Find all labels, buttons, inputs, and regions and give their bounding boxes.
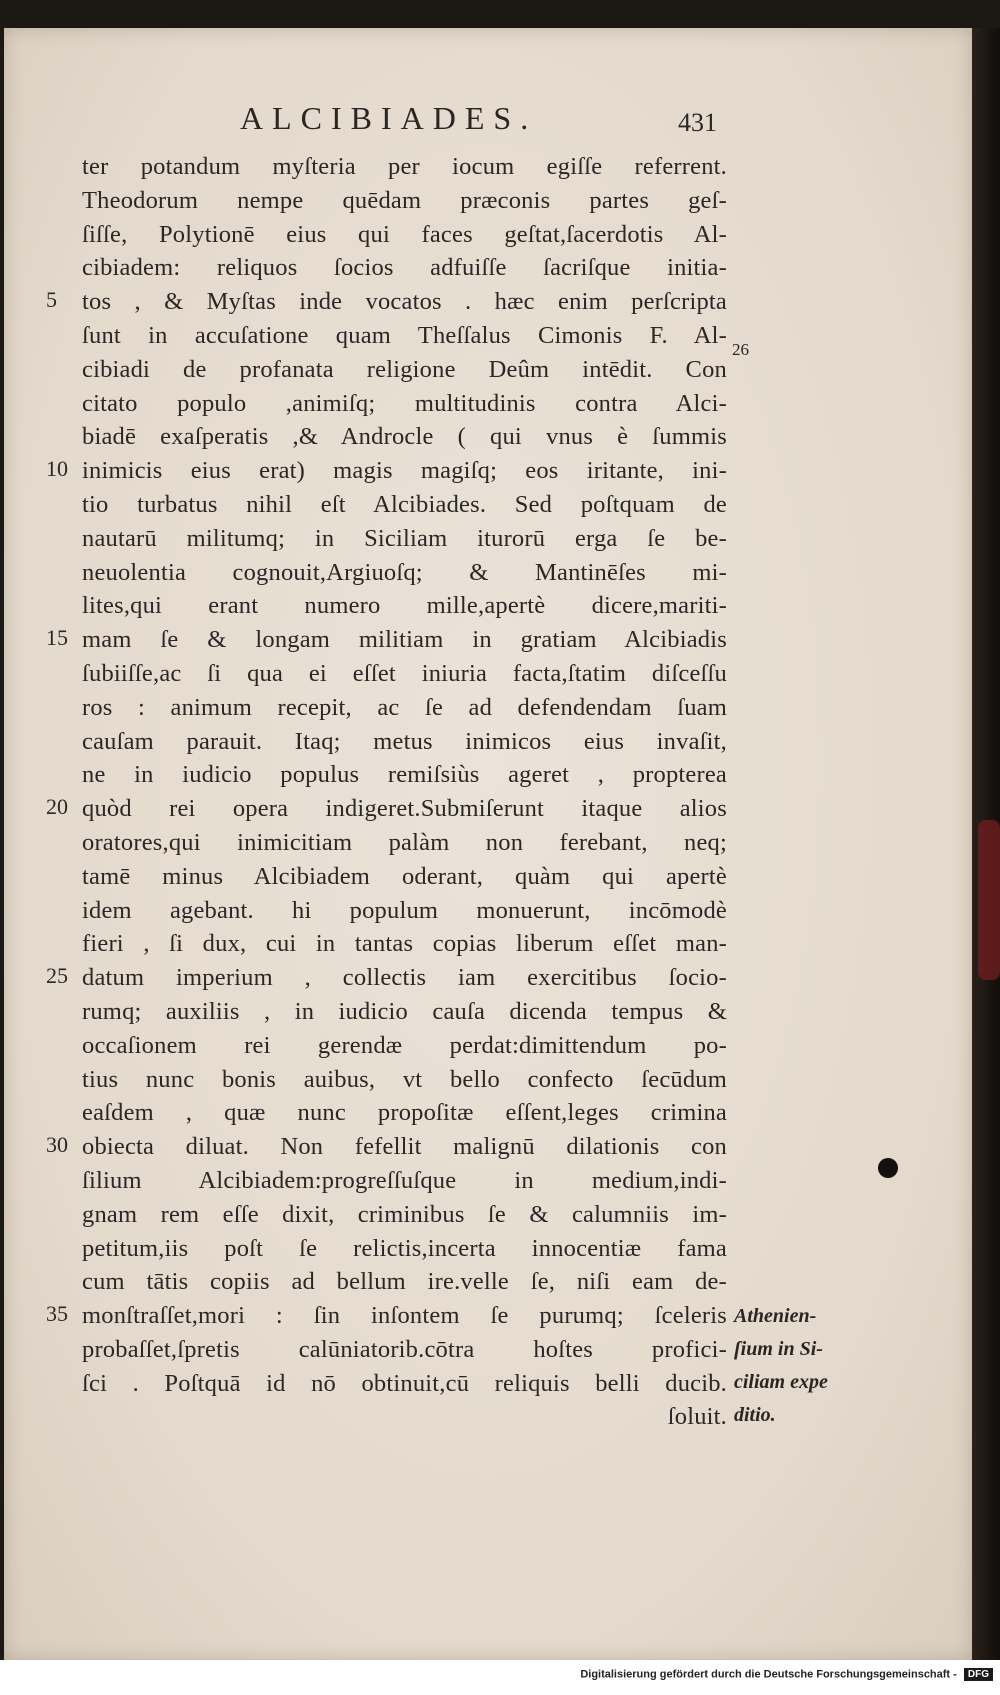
marginal-note: [734, 1300, 874, 1432]
text-line: tamē minus Alcibiadem oderant, quàm qui apertè: [82, 862, 727, 890]
text-line: lites,qui erant numero mille,apertè dicere,mariti-: [82, 592, 727, 620]
ink-dot: [878, 1158, 898, 1178]
text-line: ſci . Poſtquā id nō obtinuit,cū reliquis belli ducib.: [82, 1369, 727, 1397]
running-head: ALCIBIADES.: [240, 100, 538, 136]
text-line: ſilium Alcibiadem:progreſſuſque in medium,indi-: [82, 1166, 727, 1194]
text-line: rumq; auxiliis , in iudicio cauſa dicenda tempus &: [82, 997, 727, 1025]
text-line: cibiadem: reliquos ſocios adfuiſſe ſacriſque initia-: [82, 254, 727, 282]
margin-reference: 26: [732, 340, 749, 359]
text-line: citato populo ,animiſq; multitudinis contra Alci-: [82, 389, 727, 417]
line-number: 10: [46, 456, 68, 482]
text-line: ros : animum recepit, ac ſe ad defendendam ſuam: [82, 693, 727, 721]
text-line: obiecta diluat. Non fefellit malignū dilationis con: [82, 1133, 727, 1161]
text-line: occaſionem rei gerendæ perdat:dimittendum po-: [82, 1031, 727, 1059]
marginal-note-line: ciliam expe: [734, 1371, 828, 1393]
text-line: cum tātis copiis ad bellum ire.velle ſe, niſi eam de-: [82, 1268, 727, 1296]
line-number: 15: [46, 625, 68, 651]
text-line: ter potandum myſteria per iocum egiſſe referrent.: [82, 153, 727, 180]
marginal-note-line: Athenien-: [734, 1305, 817, 1327]
line-number: 5: [46, 287, 57, 313]
text-line: Theodorum nempe quēdam præconis partes geſ-: [82, 186, 727, 214]
text-line: oratores,qui inimicitiam palàm non ferebant, neq;: [82, 828, 727, 856]
text-line: ne in iudicio populus remiſsiùs ageret , propterea: [82, 761, 727, 789]
footer-credit: [0, 1668, 993, 1681]
page-number: 431: [678, 108, 717, 137]
footer-text: Digitalisierung gefördert durch die Deutsche Forschungsgemeinschaft -: [580, 1668, 957, 1681]
text-line: ſubiiſſe,ac ſi qua ei eſſet iniuria facta,ſtatim diſceſſu: [82, 659, 727, 687]
text-line: probaſſet,ſpretis calūniatorib.cōtra hoſtes profici-: [82, 1335, 727, 1363]
text-line: mam ſe & longam militiam in gratiam Alcibiadis: [82, 626, 727, 654]
text-line: monſtraſſet,mori : ſin inſontem ſe purumq; ſceleris: [82, 1302, 727, 1330]
text-line: inimicis eius erat) magis magiſq; eos iritante, ini-: [82, 457, 727, 485]
body-text: [82, 150, 727, 1434]
line-number: 25: [46, 963, 68, 989]
text-line: cauſam parauit. Itaq; metus inimicos eius invaſit,: [82, 727, 727, 755]
text-line: tio turbatus nihil eſt Alcibiades. Sed poſtquam de: [82, 490, 727, 518]
text-line: idem agebant. hi populum monuerunt, incōmodè: [82, 896, 727, 924]
marginal-note-line: ditio.: [734, 1404, 776, 1426]
text-line: gnam rem eſſe dixit, criminibus ſe & calumniis im-: [82, 1200, 727, 1228]
line-number: 35: [46, 1301, 68, 1327]
line-number: 30: [46, 1132, 68, 1158]
text-line: cibiadi de profanata religione Deûm intēdit. Con: [82, 355, 727, 383]
line-number: 20: [46, 794, 68, 820]
text-line: tos , & Myſtas inde vocatos . hæc enim perſcripta: [82, 288, 727, 316]
text-line: biadē exaſperatis ,& Androcle ( qui vnus è ſummis: [82, 423, 727, 451]
text-line: tius nunc bonis auibus, vt bello confecto ſecūdum: [82, 1065, 727, 1093]
binding-mark: [978, 820, 1000, 980]
text-line: datum imperium , collectis iam exercitibus ſocio-: [82, 964, 727, 992]
marginal-note-line: ſium in Si-: [734, 1338, 823, 1360]
text-line: eaſdem , quæ nunc propoſitæ eſſent,leges crimina: [82, 1099, 727, 1127]
text-line: ſoluit.: [667, 1403, 727, 1431]
text-line: quòd rei opera indigeret.Submiſerunt itaque alios: [82, 795, 727, 823]
text-line: ſiſſe, Polytionē eius qui faces geſtat,ſacerdotis Al-: [82, 220, 727, 248]
text-line: nautarū militumq; in Siciliam iturorū erga ſe be-: [82, 524, 727, 552]
text-line: ſunt in accuſatione quam Theſſalus Cimonis F. Al-: [82, 321, 727, 349]
text-line: fieri , ſi dux, cui in tantas copias liberum eſſet man-: [82, 930, 727, 958]
text-line: neuolentia cognouit,Argiuoſq; & Mantinēſes mi-: [82, 558, 727, 586]
dfg-logo: DFG: [964, 1668, 993, 1681]
text-line: petitum,iis poſt ſe relictis,incerta innocentiæ fama: [82, 1234, 727, 1262]
